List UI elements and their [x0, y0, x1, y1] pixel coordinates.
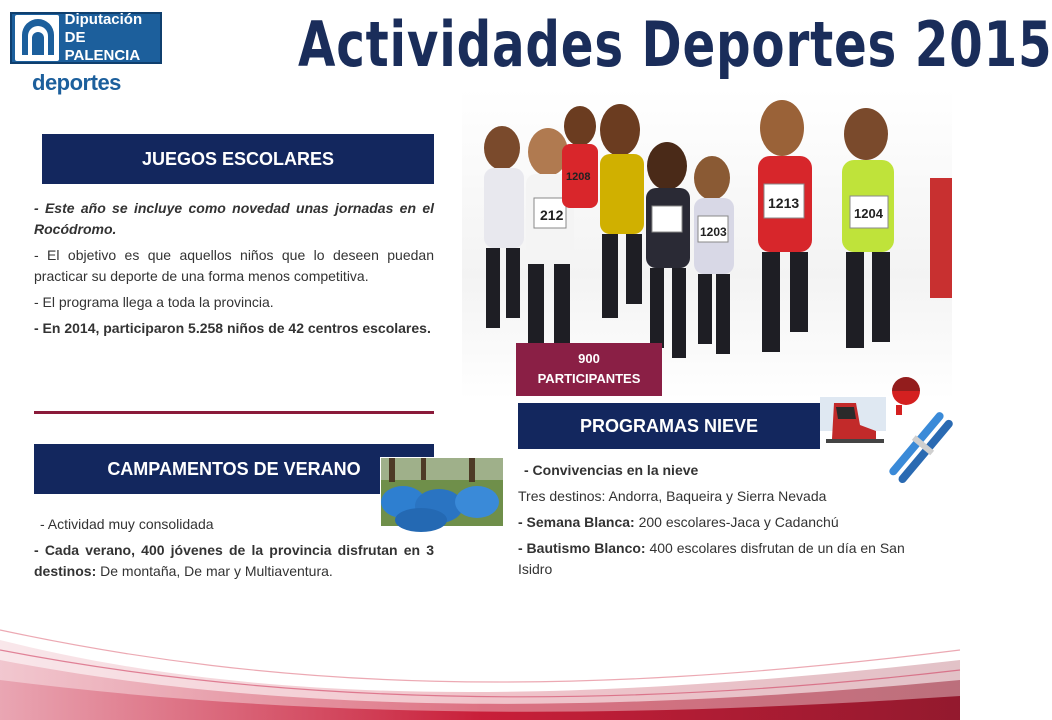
logo-line1: Diputación: [64, 11, 143, 28]
logo-line2: DE PALENCIA: [64, 29, 141, 64]
bib-1203: 1203: [700, 225, 727, 239]
nieve-p3: [518, 512, 918, 533]
juegos-escolares-heading: JUEGOS ESCOLARES: [42, 134, 434, 184]
participantes-badge: [516, 343, 662, 396]
deportes-sublogo: deportes: [32, 70, 121, 95]
nieve-p3-bold: - Semana Blanca:: [518, 514, 635, 530]
juegos-p1: - Este año se incluye como novedad unas jornadas en el Rocódromo.: [34, 200, 434, 237]
nieve-p4-rest: 400 escolares disfrutan de un día en San Isidro: [518, 540, 905, 577]
logo-text: [65, 11, 160, 65]
juegos-p3: - El programa llega a toda la provincia.: [34, 294, 274, 310]
ski-boot-photo: [820, 397, 886, 449]
arch-emblem-icon: [15, 15, 59, 61]
juegos-text: [34, 198, 434, 344]
campamentos-text: [34, 514, 434, 587]
page-title: Actividades Deportes 2015: [298, 8, 1052, 81]
nieve-text: [518, 460, 918, 585]
bib-1213: 1213: [768, 195, 800, 211]
campamentos-p2-bold: - Cada verano, 400 jóvenes de la provincia disfrutan en 3 destinos:: [34, 542, 434, 579]
campamentos-p2: [34, 540, 434, 582]
badge-number: 900: [578, 351, 600, 366]
nieve-p3-rest: 200 escolares-Jaca y Cadanchú: [634, 514, 839, 530]
bib-212: 212: [540, 207, 564, 223]
juegos-p4: - En 2014, participaron 5.258 niños de 42 centros escolares.: [34, 320, 431, 336]
badge-label: PARTICIPANTES: [537, 371, 641, 386]
juegos-p2: - El objetivo es que aquellos niños que lo deseen puedan practicar su deporte de una forma menos competitiva.: [34, 247, 434, 284]
nieve-p4: [518, 538, 918, 580]
campamentos-p2-rest: De montaña, De mar y Multiaventura.: [96, 563, 333, 579]
campamentos-heading: CAMPAMENTOS DE VERANO: [34, 444, 434, 494]
decorative-wave: [0, 600, 960, 720]
programas-nieve-heading: PROGRAMAS NIEVE: [518, 403, 820, 449]
nieve-p1: - Convivencias en la nieve: [524, 462, 699, 478]
juegos-divider: [34, 411, 434, 414]
nieve-p2: Tres destinos: Andorra, Baqueira y Sierra Nevada: [518, 488, 827, 504]
nieve-p4-bold: - Bautismo Blanco:: [518, 540, 646, 556]
diputacion-logo: [10, 12, 162, 64]
campamentos-p1: - Actividad muy consolidada: [40, 516, 214, 532]
bib-1208: 1208: [566, 171, 591, 183]
bib-1204: 1204: [854, 206, 883, 221]
